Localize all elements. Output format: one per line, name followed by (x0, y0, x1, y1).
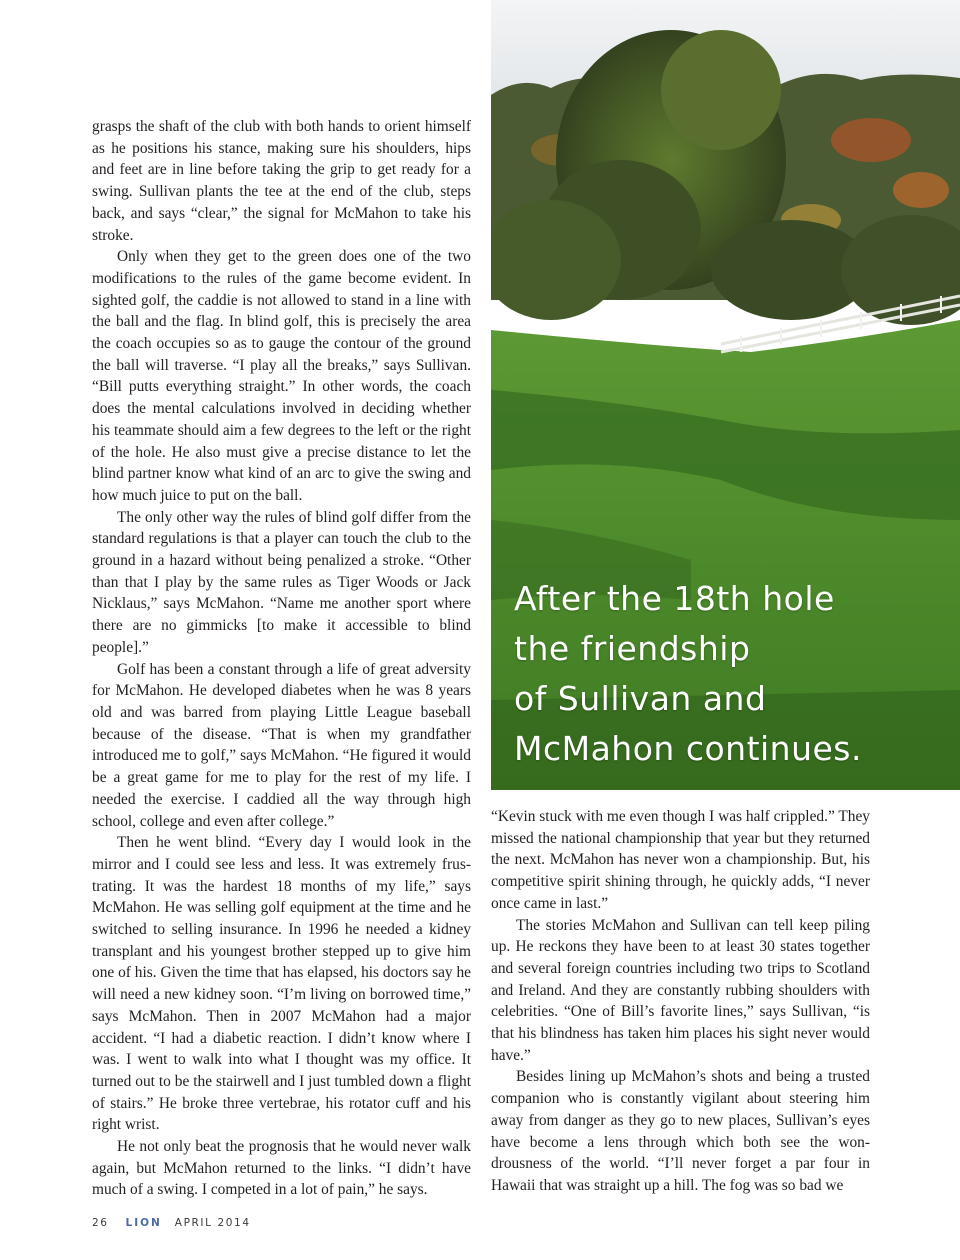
caption-line: McMahon continues. (514, 729, 862, 768)
right-text-column (491, 806, 870, 1197)
page-footer (92, 1217, 251, 1229)
body-paragraph: The only other way the rules of blind golf differ from the standard regulations is that a player can touch the club to the ground in a hazard without being penalized a stroke. “Other than that I play by the same rules as Tiger Woods or Jack Nicklaus,” says McMahon. “Name me another sport where there are no gimmicks [to make it accessible to blind people].” (92, 508, 471, 656)
left-text-column (92, 116, 471, 1201)
caption-line: After the 18th hole (514, 579, 835, 618)
magazine-name: LION (125, 1217, 162, 1229)
page-number: 26 (92, 1217, 109, 1229)
photo-caption (514, 574, 954, 774)
body-paragraph: grasps the shaft of the club with both hands to orient himself as he positions his stance, making sure his shoulders, hips and feet are in line before taking the grip to get ready for a swing. Sullivan plants the tee at the end of the club, steps back, and says “clear,” the signal for McMahon to take his stroke. (92, 118, 471, 244)
caption-line: the friendship (514, 629, 751, 668)
issue-date: APRIL 2014 (174, 1217, 251, 1229)
body-paragraph: The stories McMahon and Sullivan can tell keep piling up. He reckons they have been to at least 30 states together and several foreign countries including two trips to Scotland and Ireland. And they are constantly rubbing shoulders with celebrities. “One of Bill’s favorite lines,” says Sullivan, “is that his blindness has taken him places his sight never would have.” (491, 916, 870, 1064)
body-paragraph: Then he went blind. “Every day I would look in the mirror and I could see less and less. It was extremely frustrating. It was the hardest 18 months of my life,” says McMahon. He was selling golf equipment at the time and he switched to selling insurance. In 1996 he needed a kidney transplant and his youngest brother stepped up to give him one of his. Given the time that has elapsed, his doctors say he will need a new kidney soon. “I’m living on borrowed time,” says McMahon. Then in 2007 McMahon had a major accident. “I had a diabetic reaction. I didn’t know where I was. I went to walk into what I thought was my office. It turned out to be the stairwell and I just tumbled down a flight of stairs.” He broke three vertebrae, his rotator cuff and his right wrist. (92, 834, 471, 1134)
body-paragraph: “Kevin stuck with me even though I was half crippled.” They missed the national championship that year but they returned the next. McMahon has never won a championship. But, his competitive spirit shining through, he quickly adds, “I never once came in last.” (491, 808, 870, 912)
caption-line: of Sullivan and (514, 679, 767, 718)
body-paragraph: Golf has been a constant through a life of great adversity for McMahon. He developed diabetes when he was 8 years old and was barred from playing Little League baseball because of the disease. “That is when my grandfather introduced me to golf,” says McMahon. “He figured it would be a great game for me to play for the rest of my life. I needed the exercise. I caddied all the way through high school, college and even after college.” (92, 660, 471, 830)
body-paragraph: He not only beat the prognosis that he would never walk again, but McMahon returned to the links. “I didn’t have much of a swing. I competed in a lot of pain,” he says. (92, 1138, 471, 1199)
body-paragraph: Only when they get to the green does one of the two modifications to the rules of the game become evident. In sighted golf, the caddie is not allowed to stand in a line with the ball and the flag. In blind golf, this is precisely the area the coach occupies so as to gauge the contour of the ground the ball will traverse. “I play all the breaks,” says Sullivan. “Bill putts everything straight.” In other words, the coach does the mental calculations involved in deciding whether his teammate should aim a few degrees to the left or the right of the hole. He also must give a precise distance to let the blind partner know what kind of an arc to give the swing and how much juice to put on the ball. (92, 248, 471, 504)
body-paragraph: Besides lining up McMahon’s shots and being a trusted companion who is constantly vigilant about steering him away from danger as they go to new places, Sullivan’s eyes have become a lens through which both see the wondrousness of the world. “I’ll never forget a par four in Hawaii that was straight up a hill. The fog was so bad we (491, 1068, 870, 1194)
